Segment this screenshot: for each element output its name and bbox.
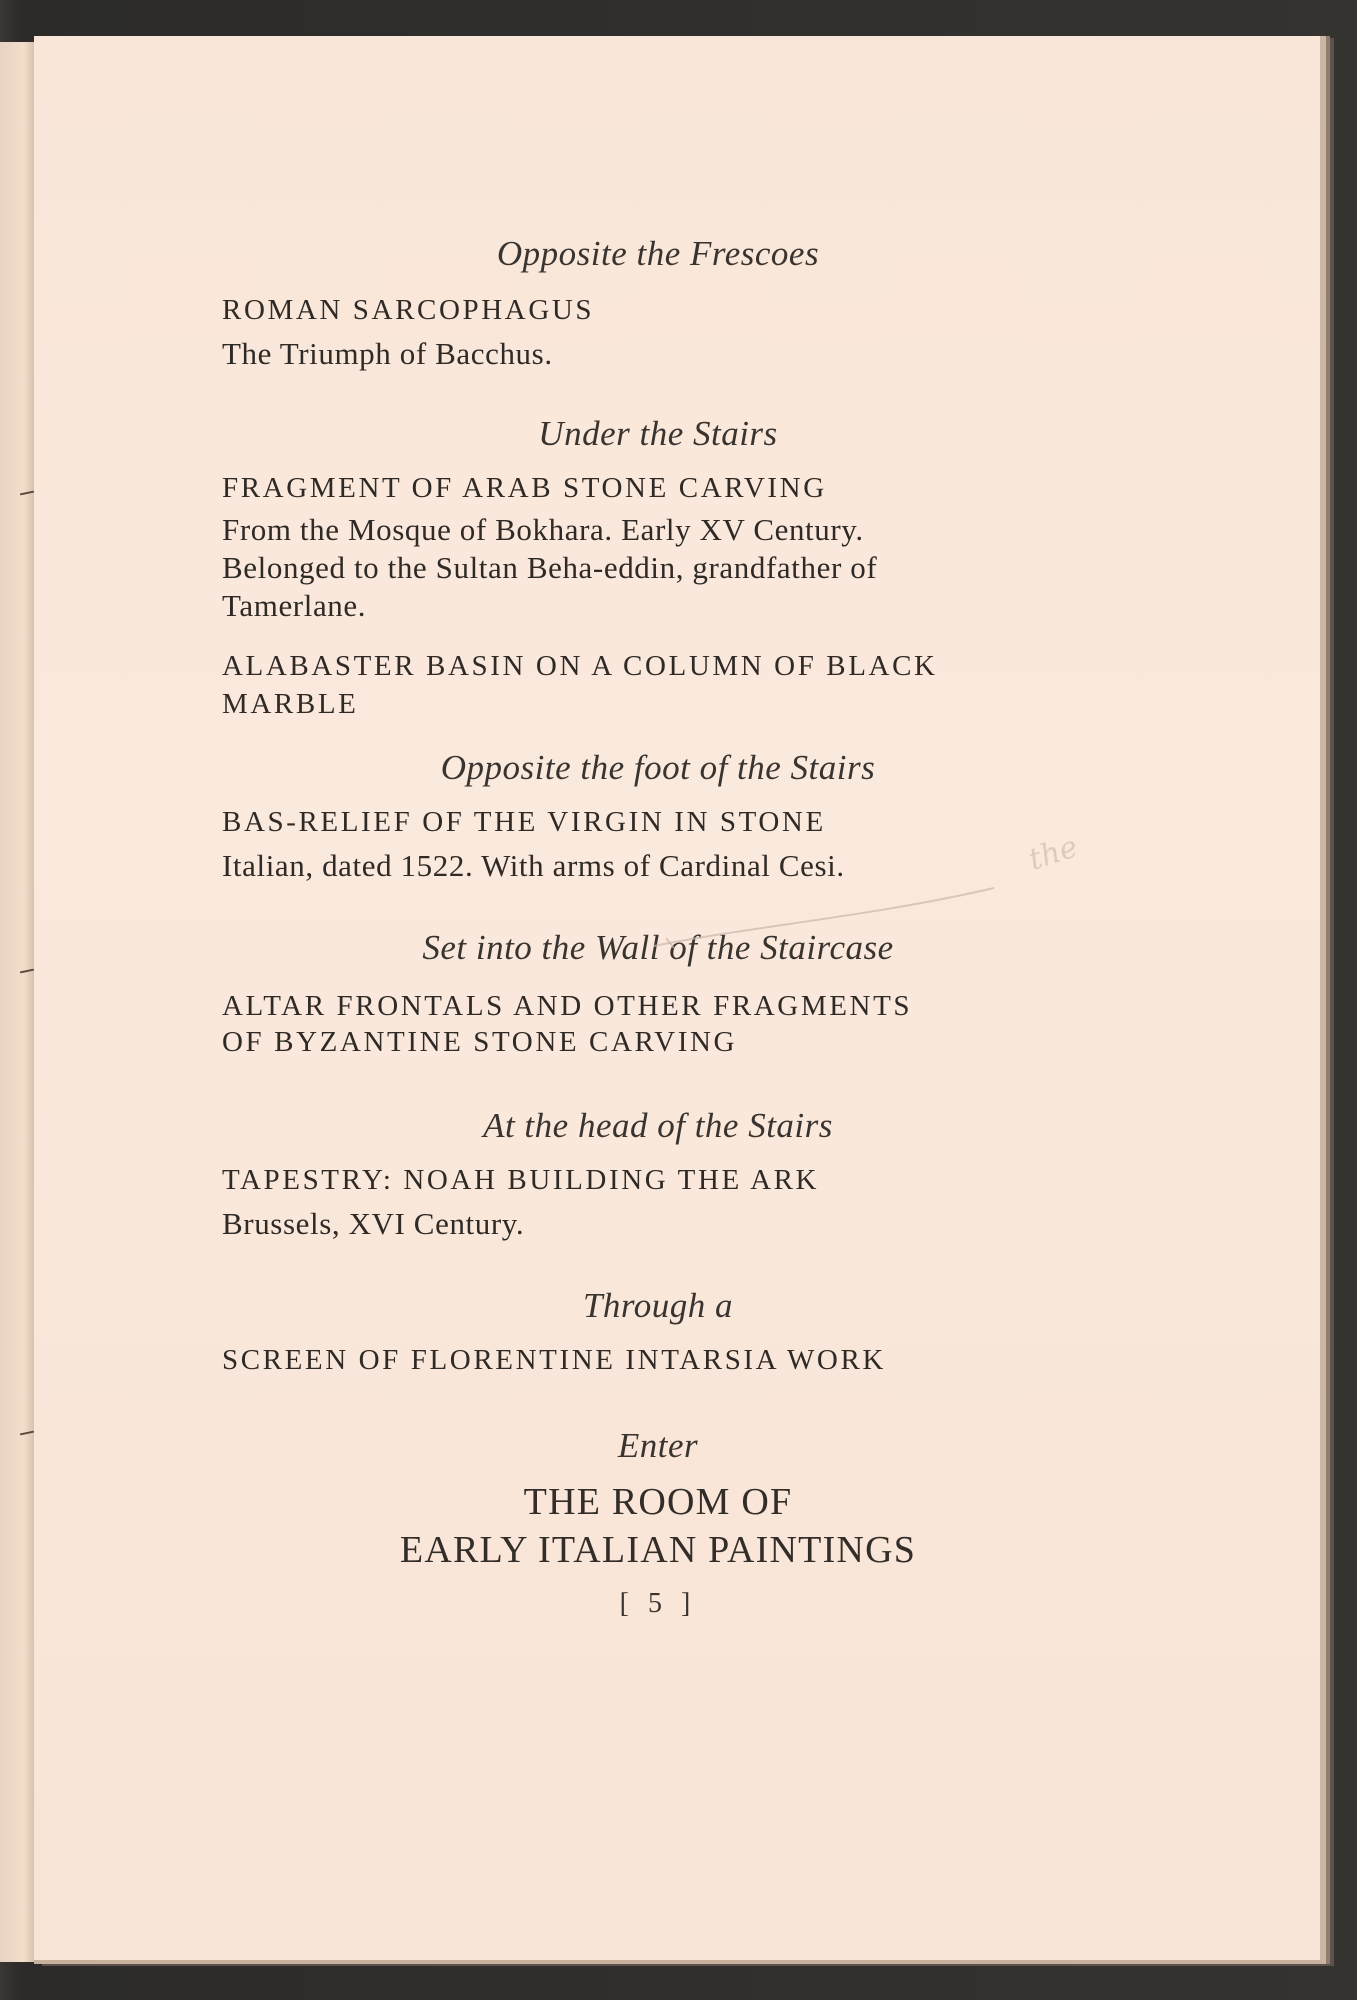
section-heading-wall-of-staircase: Set into the Wall of the Staircase — [422, 928, 894, 967]
section-heading-through-a: Through a — [582, 1286, 734, 1325]
item-title-alabaster-basin: ALABASTER BASIN ON A COLUMN OF BLACK — [222, 650, 938, 682]
section-heading-enter: Enter — [617, 1426, 699, 1465]
book-page — [34, 36, 1326, 1964]
item-description: Tamerlane. — [222, 588, 367, 623]
section-heading-under-stairs: Under the Stairs — [538, 414, 778, 453]
item-title-altar-frontals-cont: OF BYZANTINE STONE CARVING — [222, 1026, 738, 1058]
item-title-bas-relief: BAS-RELIEF OF THE VIRGIN IN STONE — [222, 806, 826, 838]
item-title-florentine-screen: SCREEN OF FLORENTINE INTARSIA WORK — [222, 1344, 886, 1376]
item-title-altar-frontals: ALTAR FRONTALS AND OTHER FRAGMENTS — [222, 990, 913, 1022]
item-description: The Triumph of Bacchus. — [222, 336, 553, 371]
item-title-roman-sarcophagus: ROMAN SARCOPHAGUS — [222, 294, 595, 326]
pencil-annotation-text: the — [1024, 829, 1083, 878]
section-heading-frescoes: Opposite the Frescoes — [496, 234, 820, 273]
item-description: Brussels, XVI Century. — [222, 1206, 525, 1241]
binding-stitch — [20, 491, 34, 496]
section-heading-head-of-stairs: At the head of the Stairs — [483, 1106, 833, 1145]
item-description: Belonged to the Sultan Beha-eddin, grandfather of — [222, 550, 878, 585]
item-description: From the Mosque of Bokhara. Early XV Century. — [222, 512, 864, 547]
item-title-arab-stone-carving: FRAGMENT OF ARAB STONE CARVING — [222, 472, 827, 504]
item-description: Italian, dated 1522. With arms of Cardinal Cesi. — [222, 848, 845, 883]
item-title-tapestry: TAPESTRY: NOAH BUILDING THE ARK — [222, 1164, 820, 1196]
facing-page-edge — [0, 42, 35, 1962]
page-number: [ 5 ] — [619, 1588, 697, 1619]
binding-stitch — [20, 1431, 34, 1436]
section-heading-foot-of-stairs: Opposite the foot of the Stairs — [440, 748, 876, 787]
room-title-line-2: EARLY ITALIAN PAINTINGS — [399, 1529, 917, 1571]
item-title-alabaster-basin-cont: MARBLE — [222, 688, 359, 720]
room-title-line-1: THE ROOM OF — [523, 1481, 793, 1523]
binding-stitch — [20, 969, 34, 974]
